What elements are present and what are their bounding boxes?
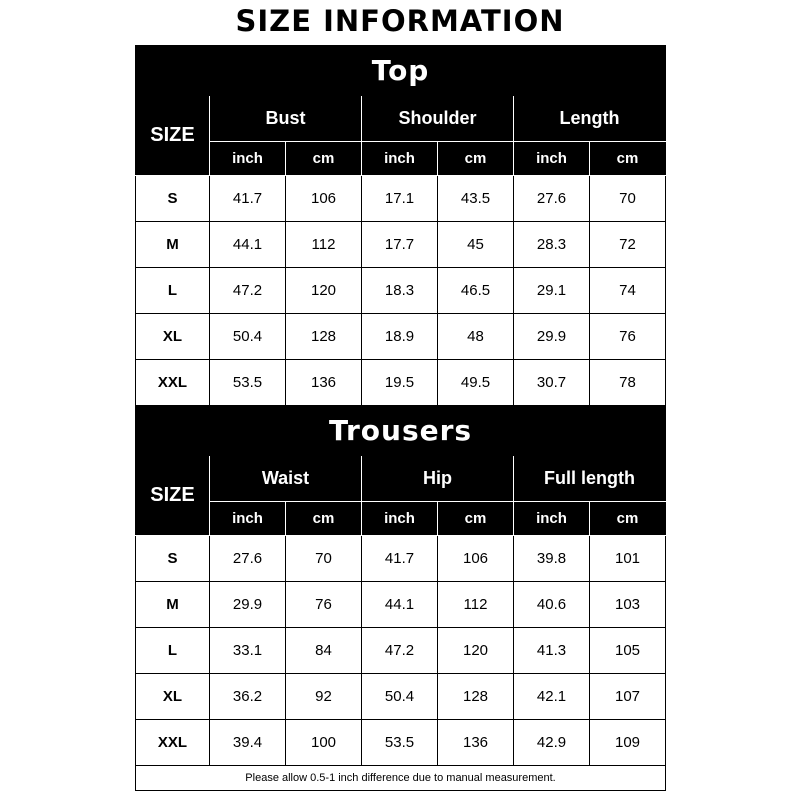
top-measurement-cell: 74 bbox=[590, 268, 666, 314]
trousers-measurement-cell: 27.6 bbox=[210, 536, 286, 582]
top-group-header: Bust bbox=[210, 96, 362, 142]
top-measurement-cell: 41.7 bbox=[210, 176, 286, 222]
note-row bbox=[136, 766, 666, 791]
trousers-measurement-cell: 92 bbox=[286, 674, 362, 720]
trousers-unit-header-row bbox=[136, 502, 666, 536]
top-measurement-cell: 27.6 bbox=[514, 176, 590, 222]
size-table bbox=[135, 45, 666, 791]
page-title: SIZE INFORMATION bbox=[235, 4, 565, 38]
top-section-title: Top bbox=[136, 46, 666, 96]
top-measurement-cell: 29.9 bbox=[514, 314, 590, 360]
top-table-row bbox=[136, 176, 666, 222]
trousers-size-cell: S bbox=[136, 536, 210, 582]
top-measurement-cell: 53.5 bbox=[210, 360, 286, 406]
measurement-note: Please allow 0.5-1 inch difference due to manual measurement. bbox=[136, 766, 666, 791]
top-table-row bbox=[136, 222, 666, 268]
top-measurement-cell: 19.5 bbox=[362, 360, 438, 406]
trousers-measurement-cell: 120 bbox=[438, 628, 514, 674]
trousers-measurement-cell: 40.6 bbox=[514, 582, 590, 628]
top-measurement-cell: 17.7 bbox=[362, 222, 438, 268]
trousers-measurement-cell: 128 bbox=[438, 674, 514, 720]
trousers-measurement-cell: 107 bbox=[590, 674, 666, 720]
trousers-measurement-cell: 76 bbox=[286, 582, 362, 628]
trousers-size-column-header: SIZE bbox=[136, 456, 210, 536]
trousers-section-title: Trousers bbox=[136, 406, 666, 456]
top-unit-header: inch bbox=[362, 142, 438, 176]
trousers-group-header: Hip bbox=[362, 456, 514, 502]
trousers-measurement-cell: 41.3 bbox=[514, 628, 590, 674]
trousers-measurement-cell: 53.5 bbox=[362, 720, 438, 766]
top-measurement-cell: 18.3 bbox=[362, 268, 438, 314]
top-unit-header: inch bbox=[514, 142, 590, 176]
top-measurement-cell: 50.4 bbox=[210, 314, 286, 360]
top-measurement-cell: 44.1 bbox=[210, 222, 286, 268]
top-measurement-cell: 28.3 bbox=[514, 222, 590, 268]
top-size-cell: S bbox=[136, 176, 210, 222]
trousers-group-header: Waist bbox=[210, 456, 362, 502]
top-measurement-cell: 30.7 bbox=[514, 360, 590, 406]
trousers-table-row bbox=[136, 628, 666, 674]
top-measurement-cell: 49.5 bbox=[438, 360, 514, 406]
trousers-size-cell: XL bbox=[136, 674, 210, 720]
trousers-table-row bbox=[136, 536, 666, 582]
top-unit-header: cm bbox=[438, 142, 514, 176]
top-size-cell: M bbox=[136, 222, 210, 268]
trousers-unit-header: inch bbox=[210, 502, 286, 536]
top-group-header-row bbox=[136, 96, 666, 142]
trousers-measurement-cell: 47.2 bbox=[362, 628, 438, 674]
top-measurement-cell: 43.5 bbox=[438, 176, 514, 222]
top-measurement-cell: 48 bbox=[438, 314, 514, 360]
trousers-measurement-cell: 109 bbox=[590, 720, 666, 766]
trousers-measurement-cell: 41.7 bbox=[362, 536, 438, 582]
trousers-size-cell: M bbox=[136, 582, 210, 628]
trousers-measurement-cell: 100 bbox=[286, 720, 362, 766]
trousers-unit-header: cm bbox=[438, 502, 514, 536]
top-unit-header: cm bbox=[590, 142, 666, 176]
top-group-header: Length bbox=[514, 96, 666, 142]
trousers-measurement-cell: 42.9 bbox=[514, 720, 590, 766]
trousers-table-row bbox=[136, 674, 666, 720]
trousers-measurement-cell: 70 bbox=[286, 536, 362, 582]
top-table-row bbox=[136, 360, 666, 406]
trousers-unit-header: cm bbox=[590, 502, 666, 536]
trousers-measurement-cell: 42.1 bbox=[514, 674, 590, 720]
top-unit-header: cm bbox=[286, 142, 362, 176]
trousers-table-row bbox=[136, 582, 666, 628]
trousers-measurement-cell: 36.2 bbox=[210, 674, 286, 720]
top-size-column-header: SIZE bbox=[136, 96, 210, 176]
trousers-size-cell: XXL bbox=[136, 720, 210, 766]
trousers-measurement-cell: 39.8 bbox=[514, 536, 590, 582]
trousers-unit-header: inch bbox=[514, 502, 590, 536]
top-measurement-cell: 128 bbox=[286, 314, 362, 360]
top-size-cell: XL bbox=[136, 314, 210, 360]
trousers-measurement-cell: 84 bbox=[286, 628, 362, 674]
trousers-size-cell: L bbox=[136, 628, 210, 674]
top-measurement-cell: 76 bbox=[590, 314, 666, 360]
trousers-measurement-cell: 136 bbox=[438, 720, 514, 766]
top-measurement-cell: 78 bbox=[590, 360, 666, 406]
top-measurement-cell: 45 bbox=[438, 222, 514, 268]
top-size-cell: L bbox=[136, 268, 210, 314]
top-measurement-cell: 72 bbox=[590, 222, 666, 268]
size-chart bbox=[135, 45, 665, 791]
top-table-row bbox=[136, 268, 666, 314]
trousers-section-header bbox=[136, 406, 666, 456]
top-size-cell: XXL bbox=[136, 360, 210, 406]
trousers-measurement-cell: 103 bbox=[590, 582, 666, 628]
trousers-measurement-cell: 106 bbox=[438, 536, 514, 582]
trousers-group-header: Full length bbox=[514, 456, 666, 502]
trousers-unit-header: inch bbox=[362, 502, 438, 536]
top-measurement-cell: 46.5 bbox=[438, 268, 514, 314]
trousers-measurement-cell: 101 bbox=[590, 536, 666, 582]
top-unit-header: inch bbox=[210, 142, 286, 176]
trousers-group-header-row bbox=[136, 456, 666, 502]
top-measurement-cell: 47.2 bbox=[210, 268, 286, 314]
trousers-measurement-cell: 29.9 bbox=[210, 582, 286, 628]
trousers-unit-header: cm bbox=[286, 502, 362, 536]
trousers-measurement-cell: 105 bbox=[590, 628, 666, 674]
top-measurement-cell: 120 bbox=[286, 268, 362, 314]
trousers-measurement-cell: 33.1 bbox=[210, 628, 286, 674]
top-measurement-cell: 136 bbox=[286, 360, 362, 406]
top-measurement-cell: 70 bbox=[590, 176, 666, 222]
top-section-header bbox=[136, 46, 666, 96]
top-unit-header-row bbox=[136, 142, 666, 176]
top-measurement-cell: 18.9 bbox=[362, 314, 438, 360]
trousers-measurement-cell: 44.1 bbox=[362, 582, 438, 628]
trousers-measurement-cell: 39.4 bbox=[210, 720, 286, 766]
top-table-row bbox=[136, 314, 666, 360]
trousers-measurement-cell: 50.4 bbox=[362, 674, 438, 720]
top-measurement-cell: 112 bbox=[286, 222, 362, 268]
top-group-header: Shoulder bbox=[362, 96, 514, 142]
top-measurement-cell: 17.1 bbox=[362, 176, 438, 222]
top-measurement-cell: 106 bbox=[286, 176, 362, 222]
trousers-measurement-cell: 112 bbox=[438, 582, 514, 628]
trousers-table-row bbox=[136, 720, 666, 766]
top-measurement-cell: 29.1 bbox=[514, 268, 590, 314]
